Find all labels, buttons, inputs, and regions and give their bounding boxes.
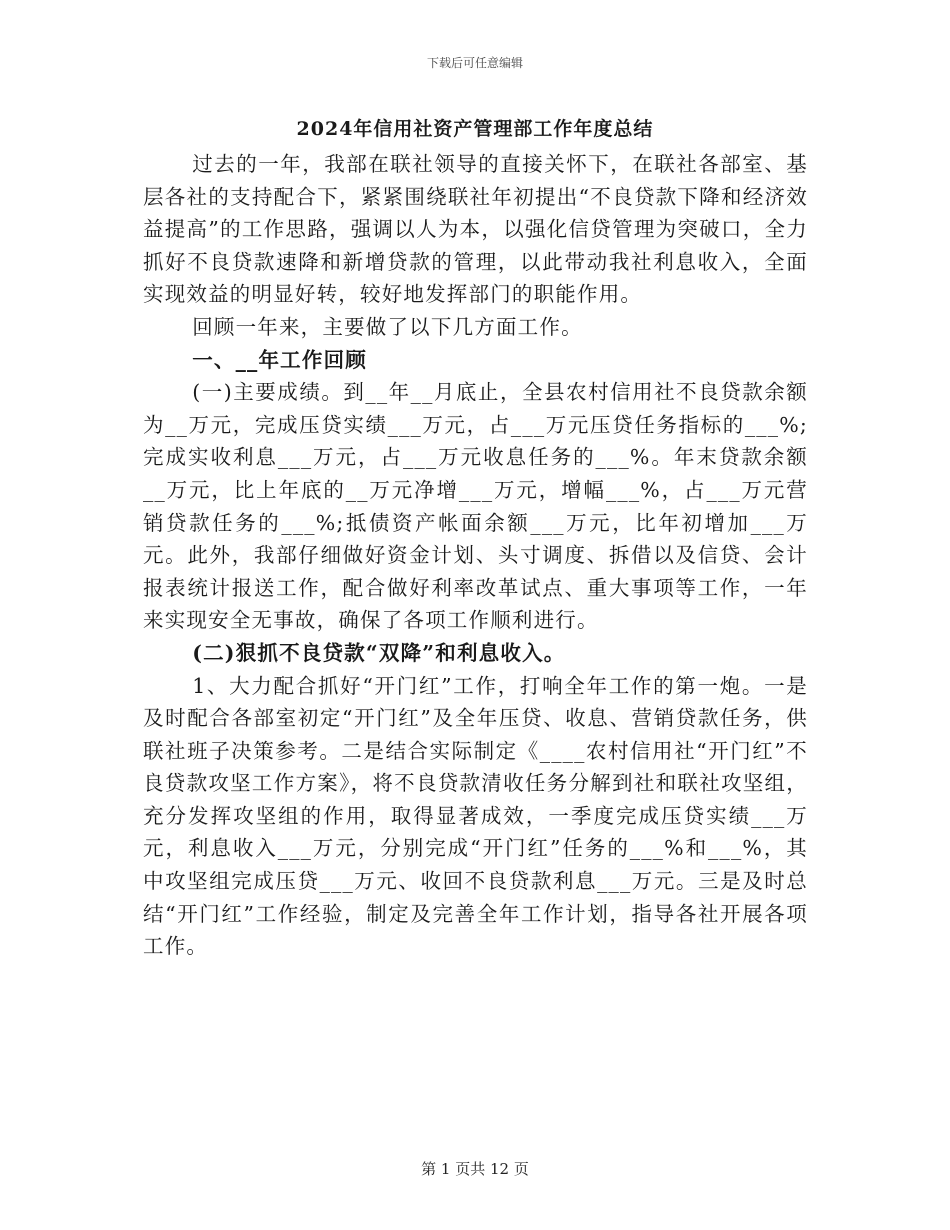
document-title: 2024年信用社资产管理部工作年度总结 [296,118,654,140]
page-number-footer: 第 1 页共 12 页 [421,1160,529,1178]
header-note: 下载后可任意编辑 [426,56,523,70]
paragraph-achievements: (一)主要成绩。到__年__月底止，全县农村信用社不良贷款余额为__万元，完成压贷实绩___万元，占___万元压贷任务指标的___%;完成实收利息___万元，占___万元收息任务的___%。年末贷款余额__万元，比上年底的__万元净增___万元，增幅___%，占___万元营销贷款任务的___%;抵债资产帐面余额___万元，比年初增加___万元。此外，我部仔细做好资金计划、头寸调度、拆借以及信贷、会计报表统计报送工作，配合做好利率改革试点、重大事项等工作，一年来实现安全无事故，确保了各项工作顺利进行。 [143,380,808,633]
paragraph-intro: 过去的一年，我部在联社领导的直接关怀下，在联社各部室、基层各社的支持配合下，紧紧围绕联社年初提出“不良贷款下降和经济效益提高”的工作思路，强调以人为本，以强化信贷管理为突破口，全力抓好不良贷款速降和新增贷款的管理，以此带动我社利息收入，全面实现效益的明显好转，较好地发挥部门的职能作用。 [143,152,808,307]
paragraph-review-intro: 回顾一年来，主要做了以下几方面工作。 [192,314,583,339]
document-body [143,148,808,963]
paragraph-item-1: 1、大力配合抓好“开门红”工作，打响全年工作的第一炮。一是及时配合各部室初定“开门红”及全年压贷、收息、营销贷款任务，供联社班子决策参考。二是结合实际制定《____农村信用社“开门红”不良贷款攻坚工作方案》，将不良贷款清收任务分解到社和联社攻坚组，充分发挥攻坚组的作用，取得显著成效，一季度完成压贷实绩___万元，利息收入___万元，分别完成“开门红”任务的___%和___%，其中攻坚组完成压贷___万元、收回不良贷款利息___万元。三是及时总结“开门红”工作经验，制定及完善全年工作计划，指导各社开展各项工作。 [143,673,808,959]
subsection-heading-2: (二)狠抓不良贷款“双降”和利息收入。 [192,640,566,665]
section-heading-1: 一、__年工作回顾 [192,347,367,372]
